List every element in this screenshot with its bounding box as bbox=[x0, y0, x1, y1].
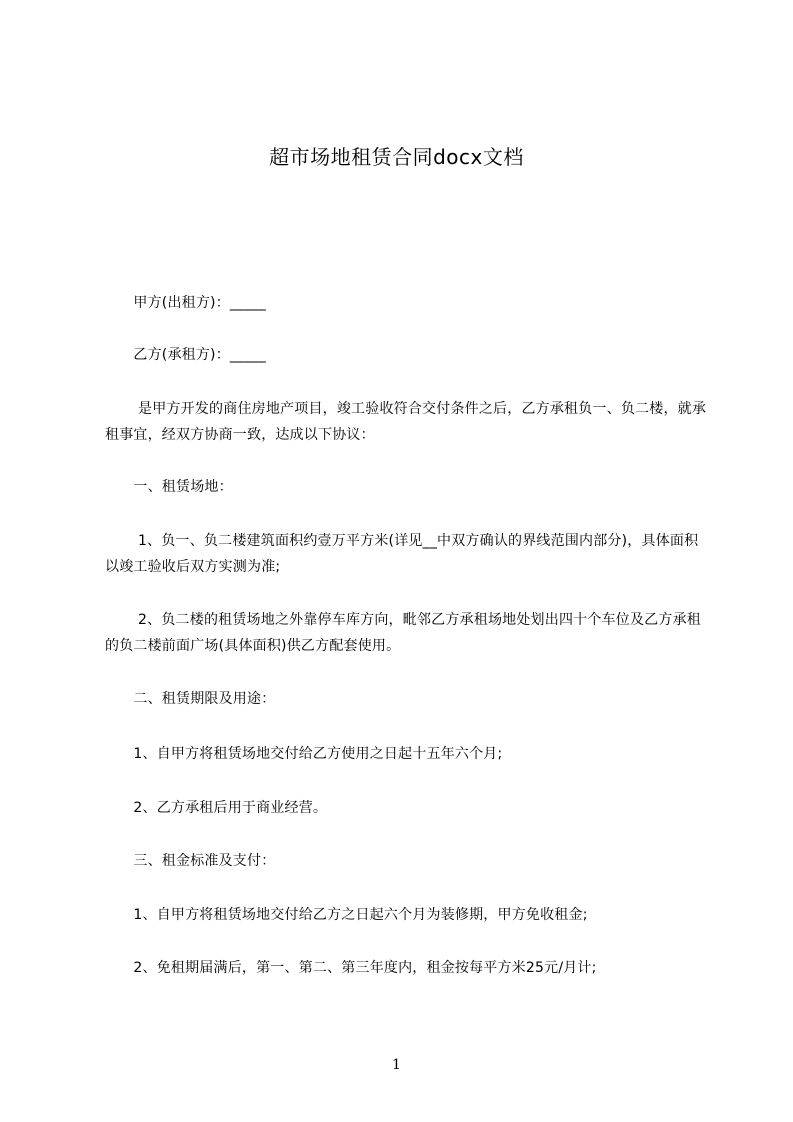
party-a-line: 甲方(出租方)：_____ bbox=[105, 295, 266, 311]
clause-3-1: 1、自甲方将租赁场地交付给乙方之日起六个月为装修期，甲方免收租金; bbox=[105, 907, 588, 923]
section-heading-term-use: 二、租赁期限及用途： bbox=[105, 691, 276, 707]
section-heading-lease-premises: 一、租赁场地： bbox=[105, 479, 233, 495]
clause-2-2: 2、乙方承租后用于商业经营。 bbox=[105, 800, 328, 816]
clause-2-1: 1、自甲方将租赁场地交付给乙方使用之日起十五年六个月; bbox=[105, 746, 503, 762]
page-number: 1 bbox=[392, 1057, 401, 1073]
document-title: 超市场地租赁合同docx文档 bbox=[269, 145, 524, 169]
preamble-paragraph: 是甲方开发的商住房地产项目，竣工验收符合交付条件之后，乙方承租负一、负二楼，就承租事宜，经双方协商一致，达成以下协议： bbox=[105, 401, 707, 443]
clause-1-2: 2、负二楼的租赁场地之外靠停车库方向，毗邻乙方承租场地处划出四十个车位及乙方承租的负二楼前面广场(具体面积)供乙方配套使用。 bbox=[105, 612, 701, 654]
clause-1-1: 1、负一、负二楼建筑面积约壹万平方米(详见__中双方确认的界线范围内部分)，具体面积以竣工验收后双方实测为准; bbox=[105, 533, 699, 575]
clause-3-2: 2、免租期届满后，第一、第二、第三年度内，租金按每平方米25元/月计; bbox=[105, 960, 597, 976]
party-b-line: 乙方(承租方)：_____ bbox=[105, 347, 266, 363]
section-heading-rent: 三、租金标准及支付： bbox=[105, 853, 276, 869]
